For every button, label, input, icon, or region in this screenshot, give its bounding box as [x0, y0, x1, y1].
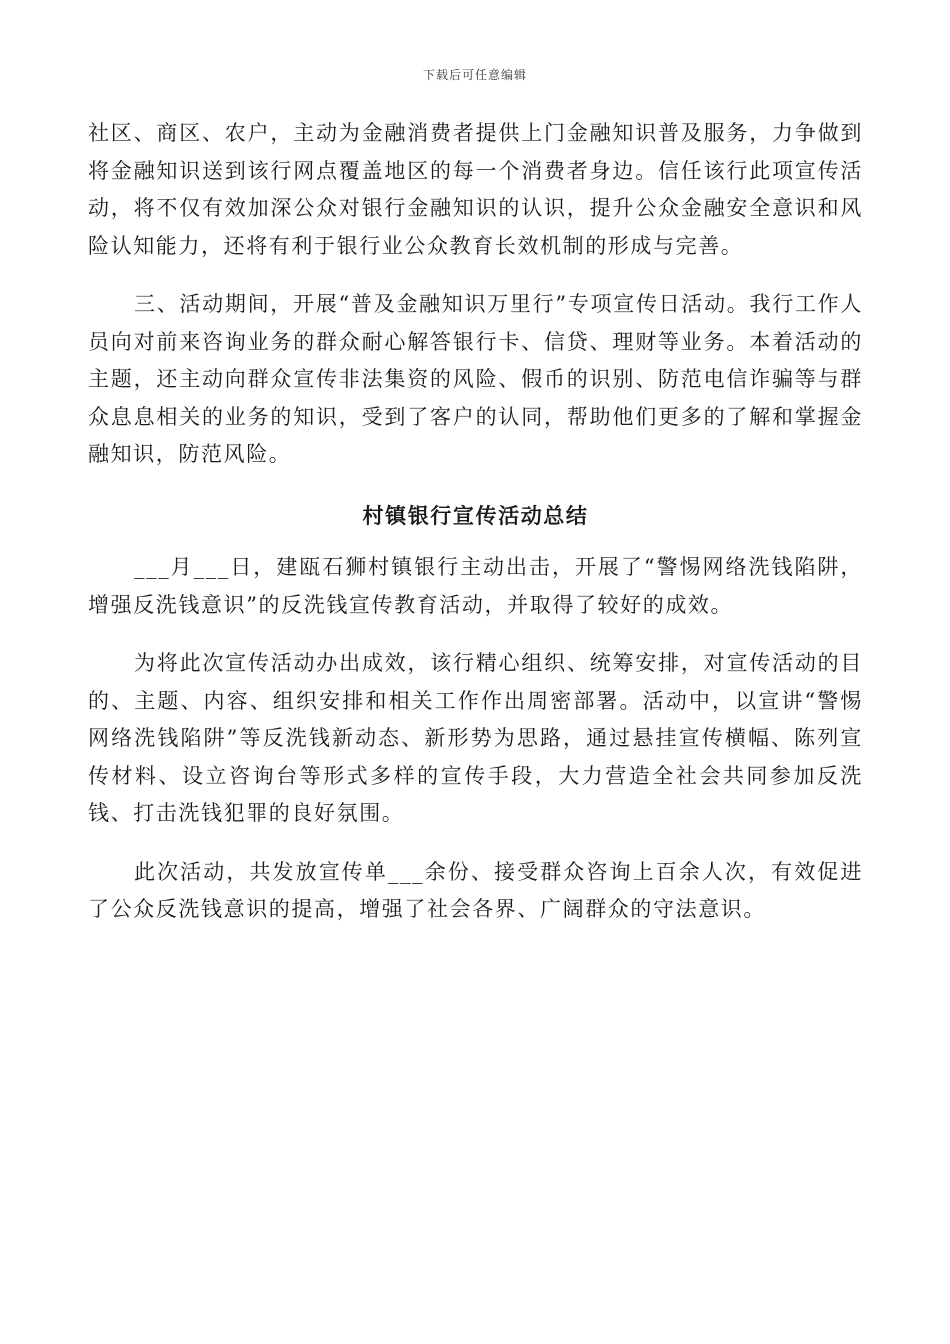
document-body [88, 115, 863, 929]
paragraph-continued: 社区、商区、农户，主动为金融消费者提供上门金融知识普及服务，力争做到将金融知识送到该行网点覆盖地区的每一个消费者身边。信任该行此项宣传活动，将不仅有效加深公众对银行金融知识的认识，提升公众金融安全意识和风险认知能力，还将有利于银行业公众教育长效机制的形成与完善。 [88, 121, 863, 258]
header-note: 下载后可任意编辑 [422, 68, 527, 82]
paragraph-summary-organization: 为将此次宣传活动办出成效，该行精心组织、统筹安排，对宣传活动的目的、主题、内容、组织安排和相关工作作出周密部署。活动中，以宣讲“警惕网络洗钱陷阱”等反洗钱新动态、新形势为思路，通过悬挂宣传横幅、陈列宣传材料、设立咨询台等形式多样的宣传手段，大力营造全社会共同参加反洗钱、打击洗钱犯罪的良好氛围。 [88, 651, 863, 825]
section-title: 村镇银行宣传活动总结 [362, 502, 589, 528]
paragraph-activity-three: 三、活动期间，开展“普及金融知识万里行”专项宣传日活动。我行工作人员向对前来咨询业务的群众耐心解答银行卡、信贷、理财等业务。本着活动的主题，还主动向群众宣传非法集资的风险、假币的识别、防范电信诈骗等与群众息息相关的业务的知识，受到了客户的认同，帮助他们更多的了解和掌握金融知识，防范风险。 [88, 292, 863, 466]
paragraph-summary-intro: ___月___日，建瓯石狮村镇银行主动出击，开展了“警惕网络洗钱陷阱，增强反洗钱意识”的反洗钱宣传教育活动，并取得了较好的成效。 [88, 555, 863, 617]
paragraph-summary-results: 此次活动，共发放宣传单___余份、接受群众咨询上百余人次，有效促进了公众反洗钱意识的提高，增强了社会各界、广阔群众的守法意识。 [88, 859, 863, 921]
